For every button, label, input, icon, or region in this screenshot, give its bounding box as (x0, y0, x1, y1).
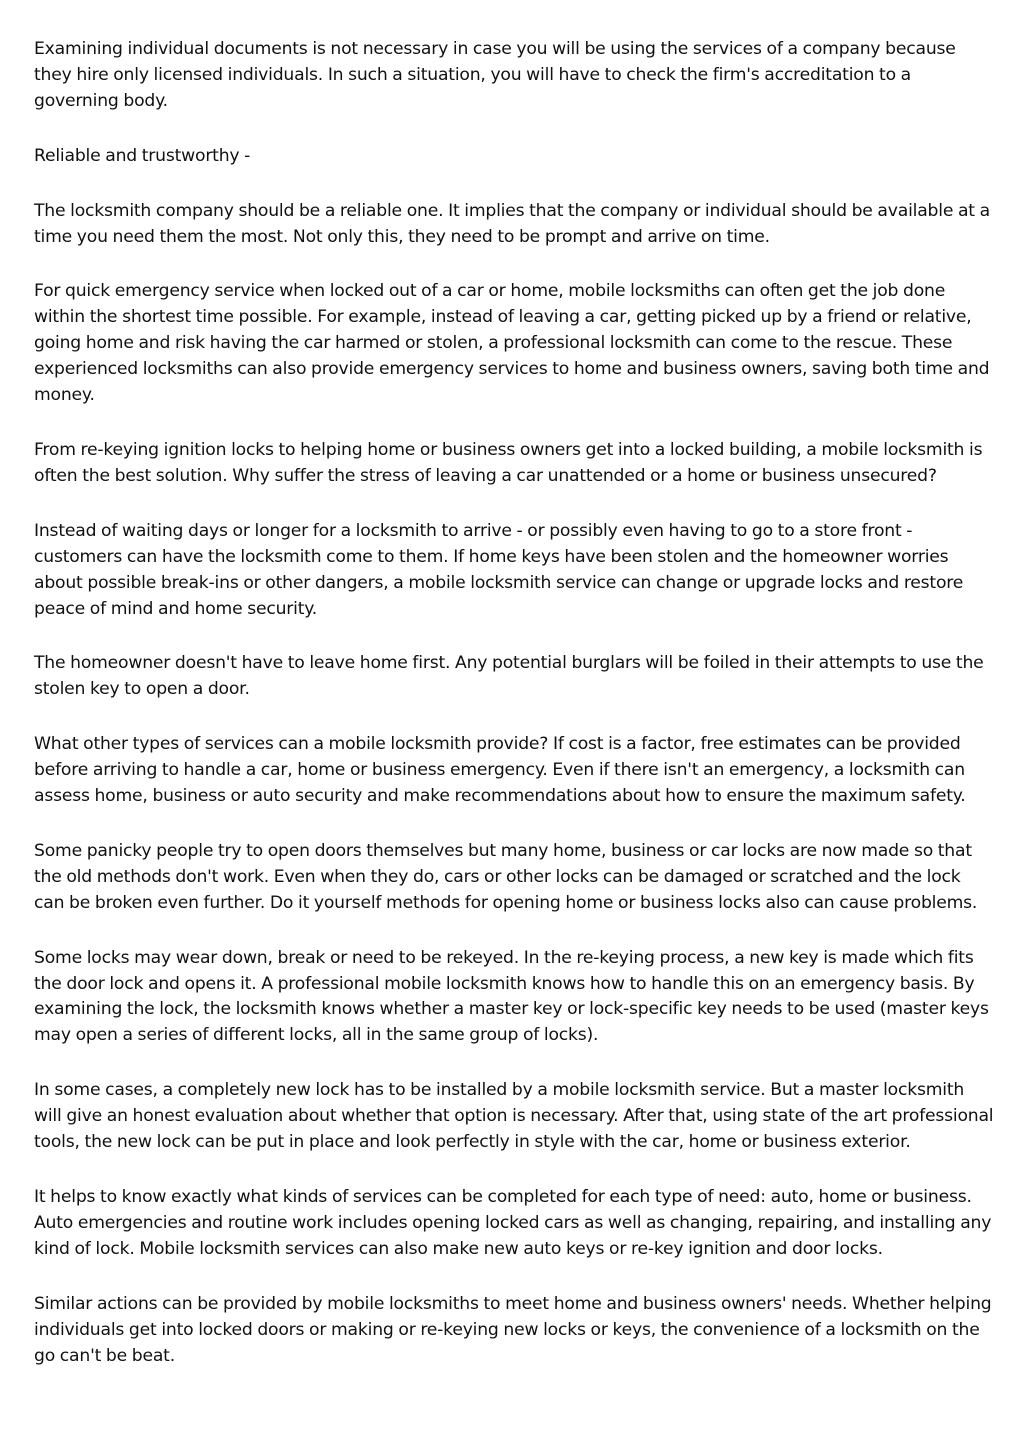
paragraph-panicky-people: Some panicky people try to open doors themselves but many home, business or car locks are now made so that the old methods don't work. Even when they do, cars or other locks can be damaged or scratched and the lock can be broken even further. Do it yourself methods for opening home or business locks also can cause problems. (34, 840, 978, 913)
paragraph-emergency-service: For quick emergency service when locked out of a car or home, mobile locksmiths can often get the job done within the shortest time possible. For example, instead of leaving a car, getting picked up by a friend or relative, going home and risk having the car harmed or stolen, a professional locksmith can come to the rescue. These experienced locksmiths can also provide emergency services to home and business owners, saving both time and money. (34, 281, 990, 406)
document-body (34, 37, 994, 1398)
paragraph-reliable-heading: Reliable and trustworthy - (34, 145, 251, 166)
paragraph-rekeying-process: Some locks may wear down, break or need to be rekeyed. In the re-keying process, a new key is made which fits the door lock and opens it. A professional mobile locksmith knows how to handle this on an emergency basis. By examining the lock, the locksmith knows whether a master key or lock-specific key needs to be used (master keys may open a series of different locks, all in the same group of locks). (34, 947, 989, 1046)
paragraph-rekeying-ignition: From re-keying ignition locks to helping home or business owners get into a locked building, a mobile locksmith is often the best solution. Why suffer the stress of leaving a car unattended or a home or business unsecured? (34, 439, 983, 486)
paragraph-waiting-days: Instead of waiting days or longer for a locksmith to arrive - or possibly even having to go to a store front - customers can have the locksmith come to them. If home keys have been stolen and the homeowner worries about possible break-ins or other dangers, a mobile locksmith service can change or upgrade locks and restore peace of mind and home security. (34, 520, 964, 619)
paragraph-license-check: Examining individual documents is not necessary in case you will be using the services of a company because they hire only licensed individuals. In such a situation, you will have to check the firm's accreditation to a governing body. (34, 39, 956, 111)
paragraph-homeowner: The homeowner doesn't have to leave home first. Any potential burglars will be foiled in their attempts to use the stolen key to open a door. (34, 653, 984, 700)
paragraph-similar-actions: Similar actions can be provided by mobile locksmiths to meet home and business owners' needs. Whether helping individuals get into locked doors or making or re-keying new locks or keys, the convenience of a locksmith on the go can't be beat. (34, 1293, 992, 1366)
paragraph-other-services: What other types of services can a mobile locksmith provide? If cost is a factor, free estimates can be provided before arriving to handle a car, home or business emergency. Even if there isn't an emergency, a locksmith can assess home, business or auto security and make recommendations about how to ensure the maximum safety. (34, 734, 966, 807)
paragraph-service-types: It helps to know exactly what kinds of services can be completed for each type of need: auto, home or business. Auto emergencies and routine work includes opening locked cars as well as changing, repairing, and installing any kind of lock. Mobile locksmith services can also make new auto keys or re-key ignition and door locks. (34, 1187, 992, 1259)
paragraph-reliable-company: The locksmith company should be a reliable one. It implies that the company or individual should be available at a time you need them the most. Not only this, they need to be prompt and arrive on time. (34, 200, 990, 247)
paragraph-new-lock: In some cases, a completely new lock has to be installed by a mobile locksmith service. But a master locksmith will give an honest evaluation about whether that option is necessary. After that, using state of the art professional tools, the new lock can be put in place and look perfectly in style with the car, home or business exterior. (34, 1080, 994, 1153)
